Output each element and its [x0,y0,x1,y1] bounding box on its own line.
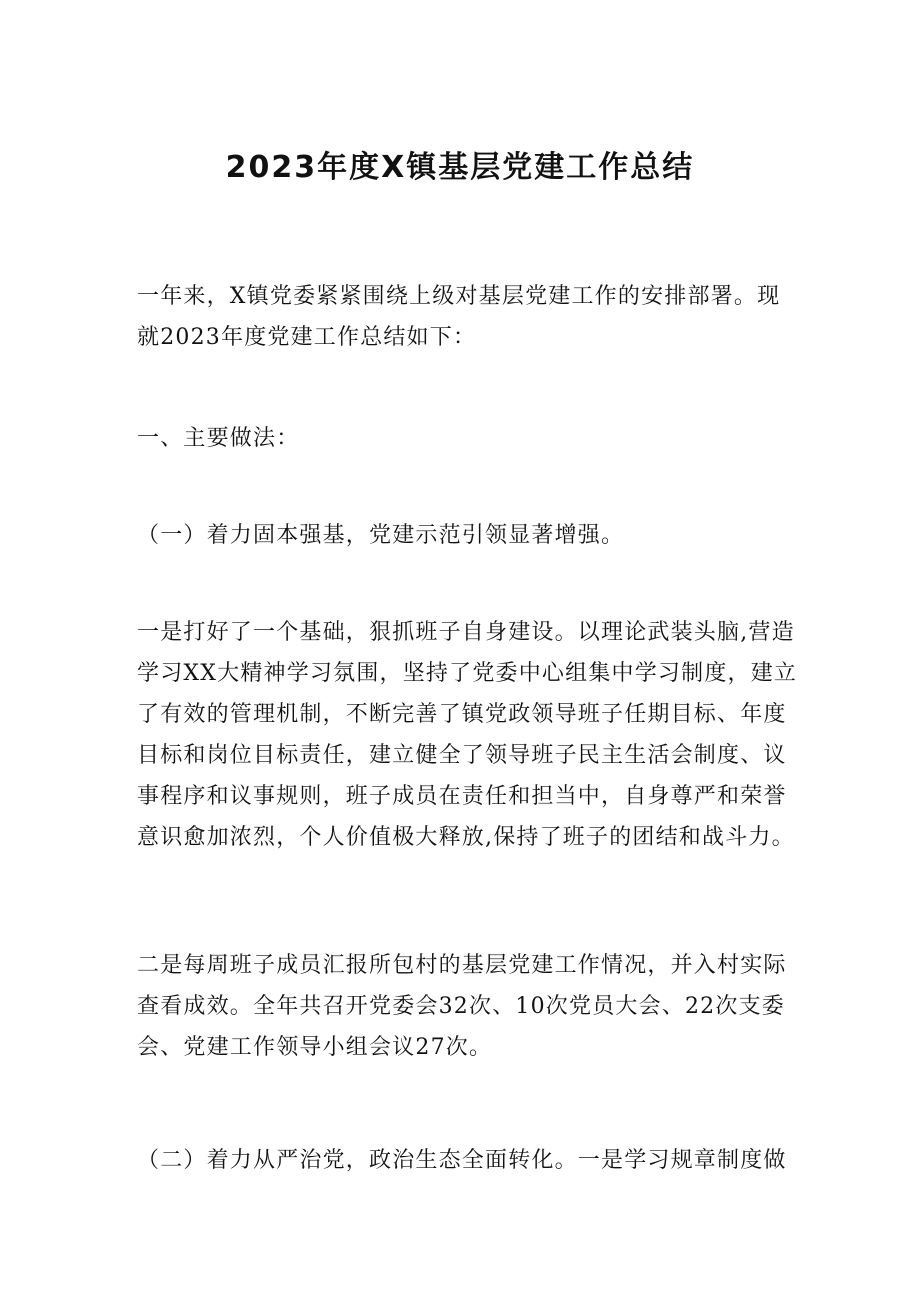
subsection-one-heading [137,515,817,556]
intro-paragraph [137,276,817,358]
subsection-two-line-1: （二）着力从严治党，政治生态全面转化。一是学习规章制度做 [137,1148,787,1173]
intro-line-2: 就2023年度党建工作总结如下： [137,325,477,350]
paragraph-two-line-1: 二是每周班子成员汇报所包村的基层党建工作情况，并入村实际 [137,953,787,978]
section-one-heading-text: 一、主要做法： [137,426,300,451]
subsection-one-heading-text: （一）着力固本强基，党建示范引领显著增强。 [137,523,625,548]
paragraph-one-line-2: 学习XX大精神学习氛围，坚持了党委中心组集中学习制度，建立 [137,661,798,686]
paragraph-one-line-5: 事程序和议事规则，班子成员在责任和担当中，自身尊严和荣誉 [137,784,787,809]
paragraph-one-line-6: 意识愈加浓烈，个人价值极大释放,保持了班子的团结和战斗力。 [137,825,795,850]
paragraph-two-line-3: 会、党建工作领导小组会议27次。 [137,1035,493,1060]
paragraph-two [137,945,817,1068]
paragraph-two-line-2: 查看成效。全年共召开党委会32次、10次党员大会、22次支委 [137,994,785,1019]
paragraph-one-line-4: 目标和岗位目标责任，建立健全了领导班子民主生活会制度、议 [137,743,787,768]
subsection-two [137,1140,817,1181]
document-title: 2023年度X镇基层党建工作总结 [225,150,695,185]
paragraph-one [137,612,817,858]
intro-line-1: 一年来，X镇党委紧紧围绕上级对基层党建工作的安排部署。现 [137,284,781,309]
paragraph-one-line-1: 一是打好了一个基础，狠抓班子自身建设。以理论武装头脑,营造 [137,620,795,645]
section-one-heading [137,418,817,459]
paragraph-one-line-3: 了有效的管理机制，不断完善了镇党政领导班子任期目标、年度 [137,702,787,727]
